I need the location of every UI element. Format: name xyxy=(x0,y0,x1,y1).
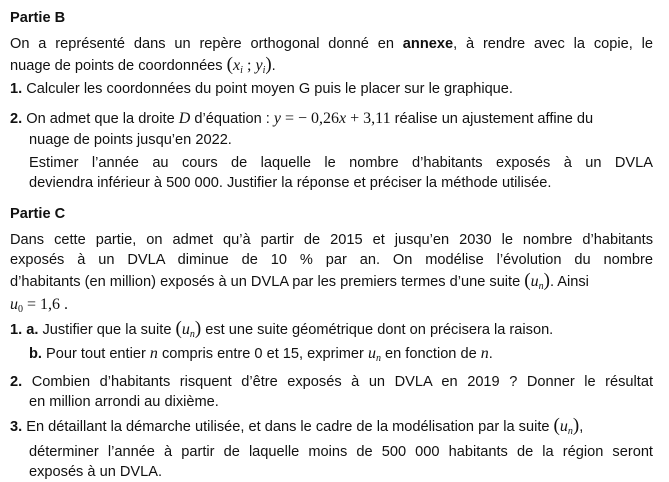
math-u: u xyxy=(559,418,568,435)
text: Pour tout entier xyxy=(41,346,150,362)
text: Justifier que la suite xyxy=(38,322,176,338)
annexe-bold: annexe xyxy=(402,36,454,52)
sub-question-label: a. xyxy=(26,322,39,338)
text: réalise un ajustement affine du xyxy=(390,111,594,127)
text: , xyxy=(579,419,584,435)
math-u: u xyxy=(367,345,376,362)
paren-close: ) xyxy=(265,54,272,75)
partie-c-intro-line3 xyxy=(10,272,653,291)
text: En détaillant la démarche utilisée, et dans le cadre de la modélisation par la suite xyxy=(26,419,554,435)
partie-c-u0 xyxy=(10,296,653,314)
partie-c-q3-line1 xyxy=(10,417,653,436)
text: . Ainsi xyxy=(549,274,589,290)
paren-open: ( xyxy=(553,415,560,436)
partie-b-q2-line1 xyxy=(10,110,653,128)
math-sub-n: n xyxy=(375,353,381,364)
partie-c-q3-line2: déterminer l’année à partir de laquelle moins de 500 000 habitants de la région seront xyxy=(29,444,653,460)
math-D: D xyxy=(178,110,191,127)
text: On admet que la droite xyxy=(26,111,179,127)
math-n: n xyxy=(149,345,158,362)
partie-c-q3-line3: exposés à un DVLA. xyxy=(29,464,163,480)
paren-close: ) xyxy=(543,270,550,291)
text: en fonction de xyxy=(380,346,481,362)
partie-b-q2-line4: deviendra inférieur à 500 000. Justifier la réponse et préciser la méthode utilisée. xyxy=(29,175,552,191)
partie-b-intro-line1 xyxy=(10,35,653,53)
partie-c-q2-line2: en million arrondi au dixième. xyxy=(29,394,219,410)
partie-b-q2-line3: Estimer l’année au cours de laquelle le nombre d’habitants exposés à un DVLA xyxy=(29,155,653,171)
math-eq: = − 0,26 xyxy=(281,110,340,127)
math-x: x xyxy=(339,110,347,127)
question-number: 1. xyxy=(10,81,23,97)
paren-open: ( xyxy=(175,318,182,339)
math-sub-i: i xyxy=(240,65,243,76)
question-number: 2. xyxy=(10,111,23,127)
math-n: n xyxy=(480,345,489,362)
math-u: u xyxy=(530,273,539,290)
paren-close: ) xyxy=(572,415,580,436)
math-sub-n: n xyxy=(189,329,195,340)
math-eq: + 3,11 xyxy=(346,110,391,127)
question-text: Calculer les coordonnées du point moyen G puis le placer sur le graphique. xyxy=(26,81,513,97)
sub-question-label: b. xyxy=(29,346,42,362)
math-sub-i: i xyxy=(262,65,266,76)
math-sub-n: n xyxy=(538,281,544,292)
text: compris entre 0 et 15, exprimer xyxy=(157,346,368,362)
text: d’équation : xyxy=(190,111,274,127)
partie-c-q2-line1 xyxy=(10,373,653,391)
partie-b-title: Partie B xyxy=(10,10,66,26)
text: , à rendre avec la copie, le xyxy=(453,36,653,52)
question-number: 2. xyxy=(10,374,23,390)
partie-b-q1 xyxy=(10,80,653,98)
text: . xyxy=(271,58,276,74)
paren-open: ( xyxy=(226,54,233,75)
partie-c-intro-line2: exposés à un DVLA diminue de 10 % par an. On modélise l’évolution du nombre xyxy=(10,252,653,268)
math-value: = 1,6 . xyxy=(23,296,69,313)
math-u: u xyxy=(10,296,18,313)
paren-open: ( xyxy=(524,270,531,291)
partie-c-title: Partie C xyxy=(10,206,66,222)
question-number: 3. xyxy=(10,419,23,435)
text: d’habitants (en million) exposés à un DVLA par les premiers termes d’une suite xyxy=(10,274,525,290)
partie-c-q1b xyxy=(29,345,669,363)
text: nuage de points de coordonnées xyxy=(10,58,223,74)
math-sep: ; xyxy=(246,57,252,74)
partie-b-intro-line2 xyxy=(10,56,653,75)
math-sub-0: 0 xyxy=(18,304,23,315)
text: On a représenté dans un repère orthogonal donné en xyxy=(10,36,403,52)
partie-b-q2-line2: nuage de points jusqu’en 2022. xyxy=(29,132,232,148)
question-number: 1. xyxy=(10,322,23,338)
text: est une suite géométrique dont on précisera la raison. xyxy=(201,322,554,338)
math-u: u xyxy=(181,321,190,338)
partie-c-q1a xyxy=(10,320,653,339)
math-x: x xyxy=(232,57,241,74)
math-y: y xyxy=(255,57,263,74)
text: Combien d’habitants risquent d’être exposés à un DVLA en 2019 ? Donner le résultat xyxy=(31,374,654,390)
partie-c-intro-line1: Dans cette partie, on admet qu’à partir de 2015 et jusqu’en 2030 le nombre d’habitants xyxy=(10,232,653,248)
math-sub-n: n xyxy=(567,426,573,437)
paren-close: ) xyxy=(194,318,202,339)
text: . xyxy=(488,346,493,362)
math-y: y xyxy=(273,110,281,127)
